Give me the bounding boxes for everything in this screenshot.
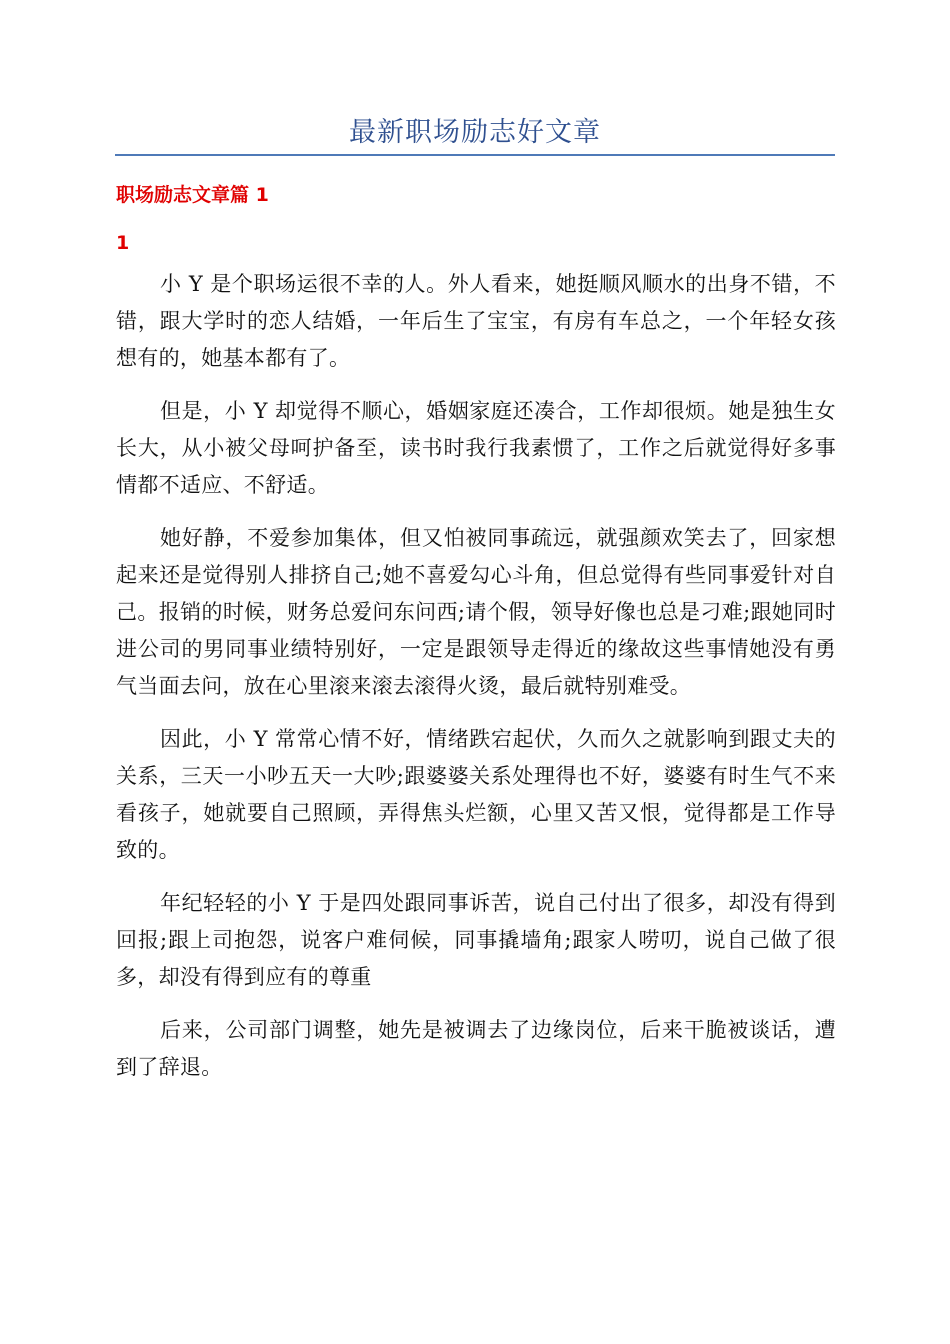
subsection-number: 1 — [116, 232, 130, 254]
article-body — [116, 266, 836, 1102]
paragraph-1: 小 Y 是个职场运很不幸的人。外人看来，她挺顺风顺水的出身不错，不错，跟大学时的恋人结婚，一年后生了宝宝，有房有车总之，一个年轻女孩想有的，她基本都有了。 — [116, 272, 836, 370]
section-heading: 职场励志文章篇 1 — [116, 184, 269, 206]
paragraph-6: 后来，公司部门调整，她先是被调去了边缘岗位，后来干脆被谈话，遭到了辞退。 — [116, 1018, 836, 1079]
paragraph-4: 因此，小 Y 常常心情不好，情绪跌宕起伏，久而久之就影响到跟丈夫的关系，三天一小吵五天一大吵;跟婆婆关系处理得也不好，婆婆有时生气不来看孩子，她就要自己照顾，弄得焦头烂额，心里又苦又恨，觉得都是工作导致的。 — [116, 727, 836, 862]
paragraph-2: 但是，小 Y 却觉得不顺心，婚姻家庭还凑合，工作却很烦。她是独生女长大，从小被父母呵护备至，读书时我行我素惯了，工作之后就觉得好多事情都不适应、不舒适。 — [116, 399, 836, 497]
paragraph-5: 年纪轻轻的小 Y 于是四处跟同事诉苦，说自己付出了很多，却没有得到回报;跟上司抱怨，说客户难伺候，同事撬墙角;跟家人唠叨，说自己做了很多，却没有得到应有的尊重 — [116, 891, 836, 989]
document-title: 最新职场励志好文章 — [349, 117, 601, 148]
title-divider — [115, 154, 835, 156]
paragraph-3: 她好静，不爱参加集体，但又怕被同事疏远，就强颜欢笑去了，回家想起来还是觉得别人排挤自己;她不喜爱勾心斗角，但总觉得有些同事爱针对自己。报销的时候，财务总爱问东问西;请个假，领导好像也总是刁难;跟她同时进公司的男同事业绩特别好，一定是跟领导走得近的缘故这些事情她没有勇气当面去问，放在心里滚来滚去滚得火烫，最后就特别难受。 — [116, 526, 836, 698]
